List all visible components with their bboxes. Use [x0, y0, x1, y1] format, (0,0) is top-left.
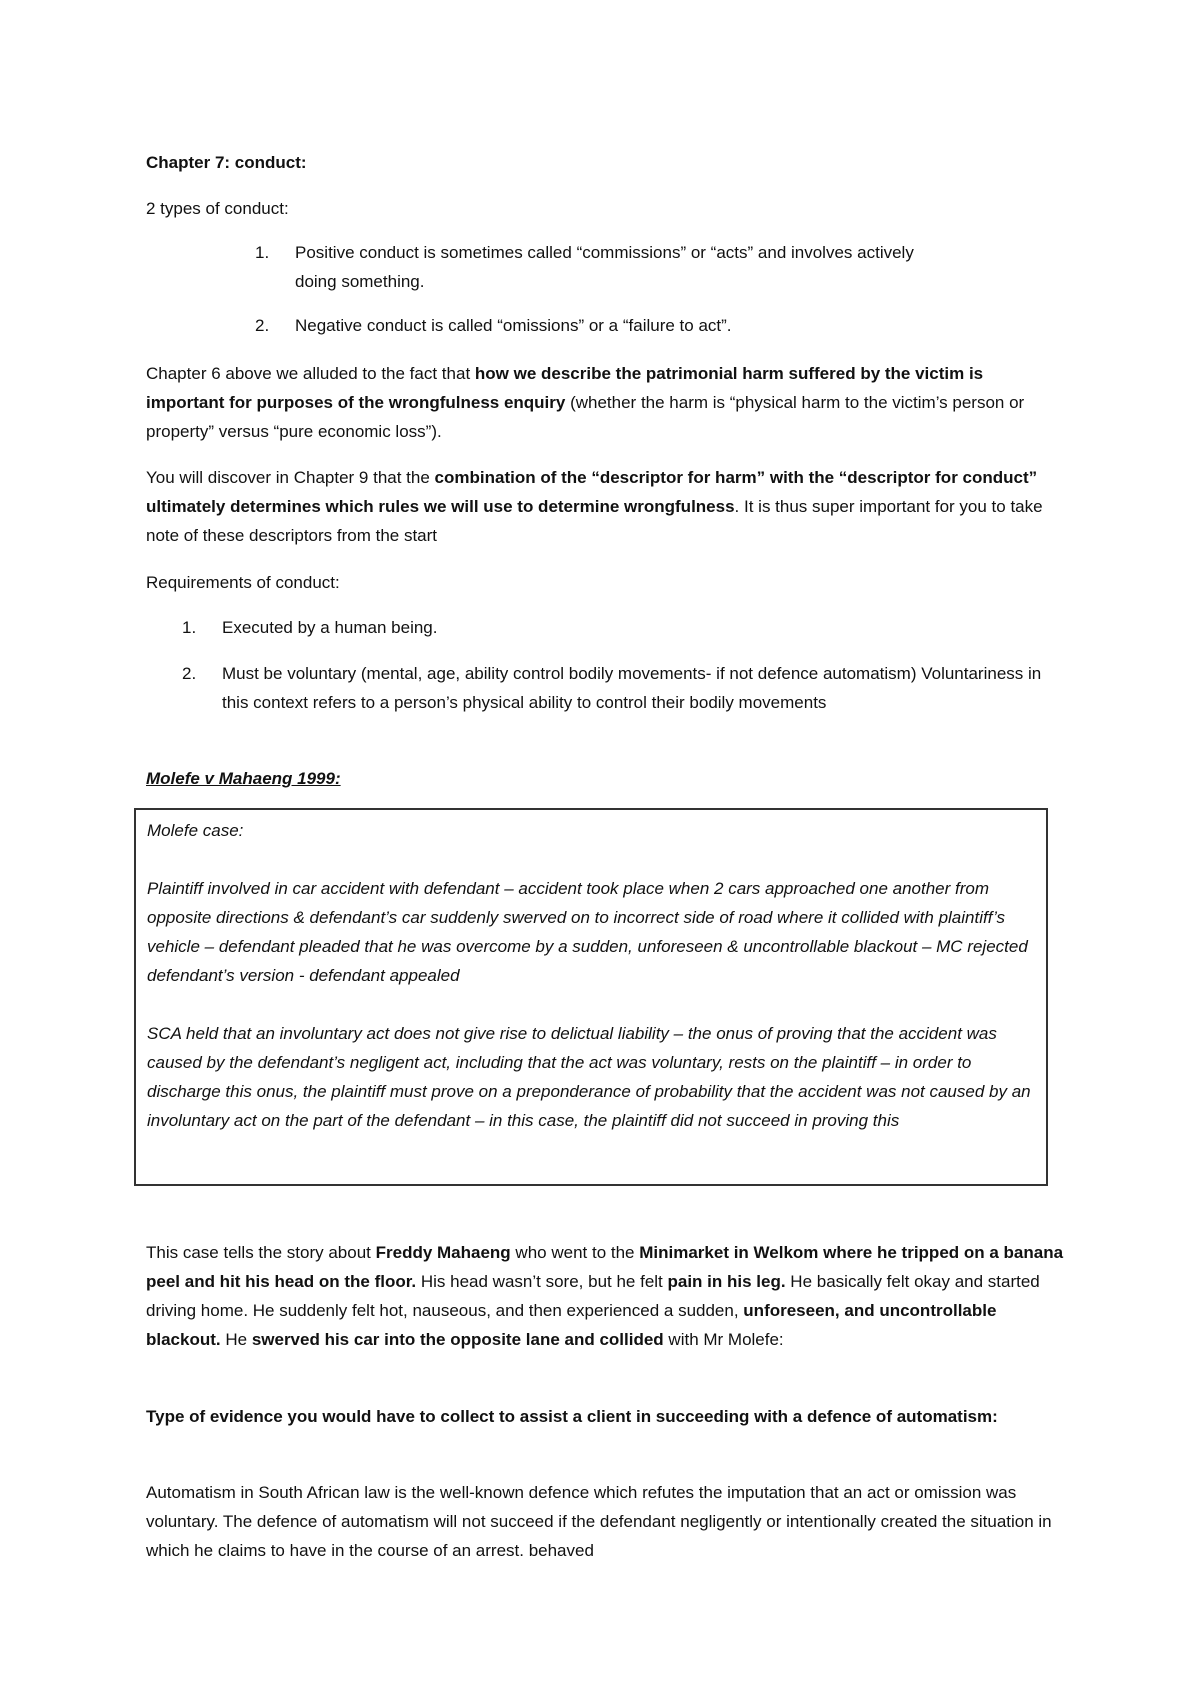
bold-span: Freddy Mahaeng [375, 1243, 511, 1262]
requirements-list-item-2 [182, 659, 1062, 747]
requirements-intro: Requirements of conduct: [146, 573, 340, 592]
case-box-title: Molefe case: [147, 821, 244, 840]
requirements-list-item-1 [182, 613, 1062, 642]
bold-span: unforeseen, and uncontrollable blackout. [146, 1301, 997, 1349]
automatism-paragraph: Automatism in South African law is the well-known defence which refutes the imputation that an act or omission was voluntary. The defence of automatism will not succeed if the defendant negligently or intentionally created the situation in which he claims to have in the course of an arrest. behaved [146, 1483, 1052, 1560]
types-intro: 2 types of conduct: [146, 199, 289, 218]
list-text-line: doing something. [295, 272, 425, 291]
list-text [295, 238, 1065, 296]
types-list-item-2 [255, 311, 1055, 340]
case-summary-box [134, 808, 1048, 1186]
case-box-facts: Plaintiff involved in car accident with defendant – accident took place when 2 cars approached one another from opposite directions & defendant’s car suddenly swerved on to incorrect side of road where it collided with plaintiff’s vehicle – defendant pleaded that he was overcome by a sudden, unforeseen & uncontrollable blackout – MC rejected defendant’s version - defendant appealed [147, 879, 1028, 985]
bold-span: pain in his leg. [667, 1272, 786, 1291]
bold-span: how we describe the patrimonial harm suffered by the victim is important for purposes of the wrongfulness enquiry [146, 364, 984, 412]
list-number: 2. [182, 664, 197, 683]
text-span: (whether the harm is “physical harm to the victim’s person or property” versus “pure economic loss”). [146, 393, 1025, 441]
types-list-item-1 [255, 238, 1055, 296]
list-text: Executed by a human being. [222, 618, 438, 637]
evidence-heading: Type of evidence you would have to collect to assist a client in succeeding with a defence of automatism: [146, 1407, 998, 1426]
paragraph-descriptors [146, 463, 1066, 550]
text-span: You will discover in Chapter 9 that the [146, 468, 435, 487]
list-number: 1. [255, 243, 270, 262]
text-span: He [220, 1330, 252, 1349]
text-span: with Mr Molefe: [663, 1330, 784, 1349]
case-story-paragraph [146, 1238, 1066, 1354]
bold-span: swerved his car into the opposite lane and collided [251, 1330, 664, 1349]
text-span: . It is thus super important for you to take note of these descriptors from the start [146, 497, 1043, 545]
text-span: He basically felt okay and started driving home. He suddenly felt hot, nauseous, and then experienced a sudden, [146, 1272, 1040, 1320]
text-span: This case tells the story about [146, 1243, 376, 1262]
text-span: who went to the [510, 1243, 640, 1262]
list-text: Must be voluntary (mental, age, ability control bodily movements- if not defence automatism) Voluntariness in this context refers to a person’s physical ability to control their bodily movements [222, 664, 1042, 712]
list-text-line: Positive conduct is sometimes called “commissions” or “acts” and involves actively [295, 243, 914, 262]
case-heading: Molefe v Mahaeng 1999: [146, 769, 341, 788]
text-span: His head wasn’t sore, but he felt [416, 1272, 668, 1291]
case-box-holding: SCA held that an involuntary act does not give rise to delictual liability – the onus of proving that the accident was caused by the defendant’s negligent act, including that the act was voluntary, rests on the plaintiff – in order to discharge this onus, the plaintiff must prove on a preponderance of probability that the accident was not caused by an involuntary act on the part of the defendant – in this case, the plaintiff did not succeed in proving this [147, 1024, 1031, 1130]
bold-span: combination of the “descriptor for harm” with the “descriptor for conduct” ultimately determines which rules we will use to determine wrongfulness [146, 468, 1038, 516]
list-number: 2. [255, 316, 270, 335]
bold-span: Minimarket in Welkom where he tripped on a banana peel and hit his head on the floor. [146, 1243, 1064, 1291]
list-number: 1. [182, 618, 197, 637]
case-summary-content [147, 816, 1037, 1135]
chapter-title: Chapter 7: conduct: [146, 153, 307, 172]
text-span: Chapter 6 above we alluded to the fact that [146, 364, 475, 383]
list-text: Negative conduct is called “omissions” or a “failure to act”. [295, 316, 732, 335]
paragraph-harm-descriptor [146, 359, 1066, 446]
